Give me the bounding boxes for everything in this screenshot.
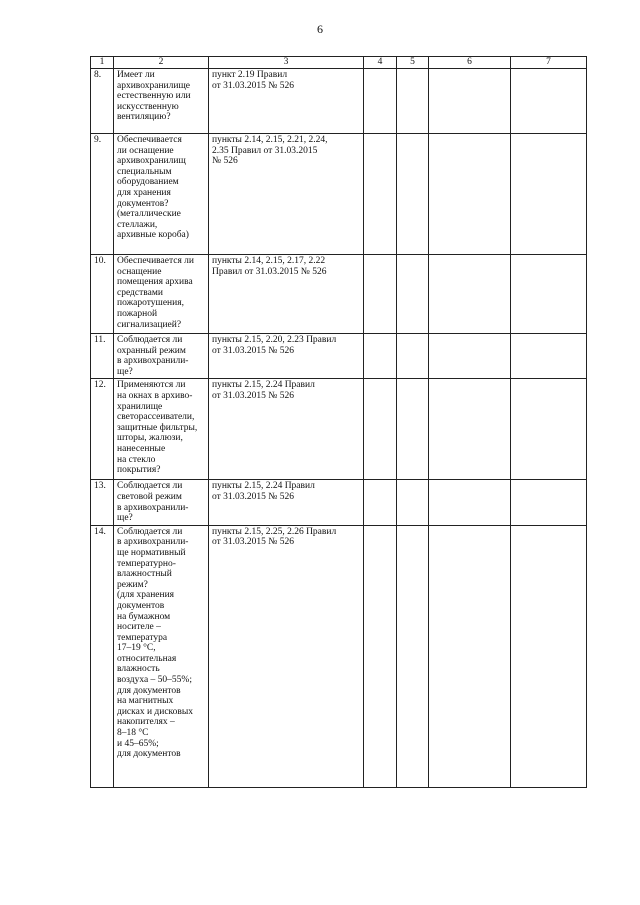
empty-cell[interactable] [397, 134, 429, 255]
empty-cell[interactable] [364, 379, 397, 480]
empty-cell[interactable] [429, 480, 511, 525]
page-number: 6 [317, 22, 323, 36]
table-row [91, 480, 587, 525]
empty-cell[interactable] [429, 255, 511, 334]
row-number: 11. [91, 334, 114, 379]
question-cell: Соблюдается ли световой режим в архивохранили- ще? [114, 480, 209, 525]
table-row [91, 255, 587, 334]
row-number: 8. [91, 69, 114, 134]
table-row [91, 334, 587, 379]
table-row [91, 379, 587, 480]
reference-cell: пункты 2.15, 2.24 Правил от 31.03.2015 № 526 [209, 379, 364, 480]
header-col-6: 6 [429, 57, 511, 69]
header-col-7: 7 [511, 57, 587, 69]
empty-cell[interactable] [511, 255, 587, 334]
empty-cell[interactable] [429, 134, 511, 255]
header-col-1: 1 [91, 57, 114, 69]
empty-cell[interactable] [429, 379, 511, 480]
header-col-4: 4 [364, 57, 397, 69]
reference-cell: пункт 2.19 Правил от 31.03.2015 № 526 [209, 69, 364, 134]
empty-cell[interactable] [429, 525, 511, 787]
empty-cell[interactable] [364, 255, 397, 334]
empty-cell[interactable] [364, 69, 397, 134]
reference-cell: пункты 2.14, 2.15, 2.21, 2.24, 2.35 Правил от 31.03.2015 № 526 [209, 134, 364, 255]
empty-cell[interactable] [511, 525, 587, 787]
empty-cell[interactable] [397, 334, 429, 379]
row-number: 9. [91, 134, 114, 255]
empty-cell[interactable] [364, 134, 397, 255]
empty-cell[interactable] [511, 480, 587, 525]
empty-cell[interactable] [397, 255, 429, 334]
question-cell: Применяются ли на окнах в архиво- хранилище светорассеиватели, защитные фильтры, шторы, жалюзи, нанесенные на стекло покрытия? [114, 379, 209, 480]
empty-cell[interactable] [364, 525, 397, 787]
table-row [91, 69, 587, 134]
row-number: 14. [91, 525, 114, 787]
reference-cell: пункты 2.15, 2.20, 2.23 Правил от 31.03.2015 № 526 [209, 334, 364, 379]
header-col-2: 2 [114, 57, 209, 69]
table-row [91, 525, 587, 787]
empty-cell[interactable] [511, 134, 587, 255]
empty-cell[interactable] [364, 334, 397, 379]
empty-cell[interactable] [397, 379, 429, 480]
question-cell: Обеспечивается ли оснащение помещения архива средствами пожаротушения, пожарной сигнализацией? [114, 255, 209, 334]
reference-cell: пункты 2.15, 2.24 Правил от 31.03.2015 № 526 [209, 480, 364, 525]
question-cell: Соблюдается ли в архивохранили- ще нормативный температурно- влажностный режим? (для хранения документов на бумажном носителе – температура 17–19 °С, относительная влажность воздуха – 50–55%; для документов на магнитных дисках и дисковых накопителях – 8–18 °С и 45–65%; для документов [114, 525, 209, 787]
row-number: 12. [91, 379, 114, 480]
table-row [91, 134, 587, 255]
reference-cell: пункты 2.15, 2.25, 2.26 Правил от 31.03.2015 № 526 [209, 525, 364, 787]
empty-cell[interactable] [429, 334, 511, 379]
question-cell: Соблюдается ли охранный режим в архивохранили- ще? [114, 334, 209, 379]
empty-cell[interactable] [511, 334, 587, 379]
empty-cell[interactable] [429, 69, 511, 134]
checklist-table [90, 56, 587, 788]
header-col-3: 3 [209, 57, 364, 69]
question-cell: Имеет ли архивохранилище естественную или искусственную вентиляцию? [114, 69, 209, 134]
row-number: 13. [91, 480, 114, 525]
question-cell: Обеспечивается ли оснащение архивохранилищ специальным оборудованием для хранения документов? (металлические стеллажи, архивные короба) [114, 134, 209, 255]
empty-cell[interactable] [397, 69, 429, 134]
reference-cell: пункты 2.14, 2.15, 2.17, 2.22 Правил от 31.03.2015 № 526 [209, 255, 364, 334]
table-header-row [91, 57, 587, 69]
empty-cell[interactable] [511, 69, 587, 134]
row-number: 10. [91, 255, 114, 334]
empty-cell[interactable] [397, 525, 429, 787]
empty-cell[interactable] [397, 480, 429, 525]
empty-cell[interactable] [364, 480, 397, 525]
header-col-5: 5 [397, 57, 429, 69]
empty-cell[interactable] [511, 379, 587, 480]
